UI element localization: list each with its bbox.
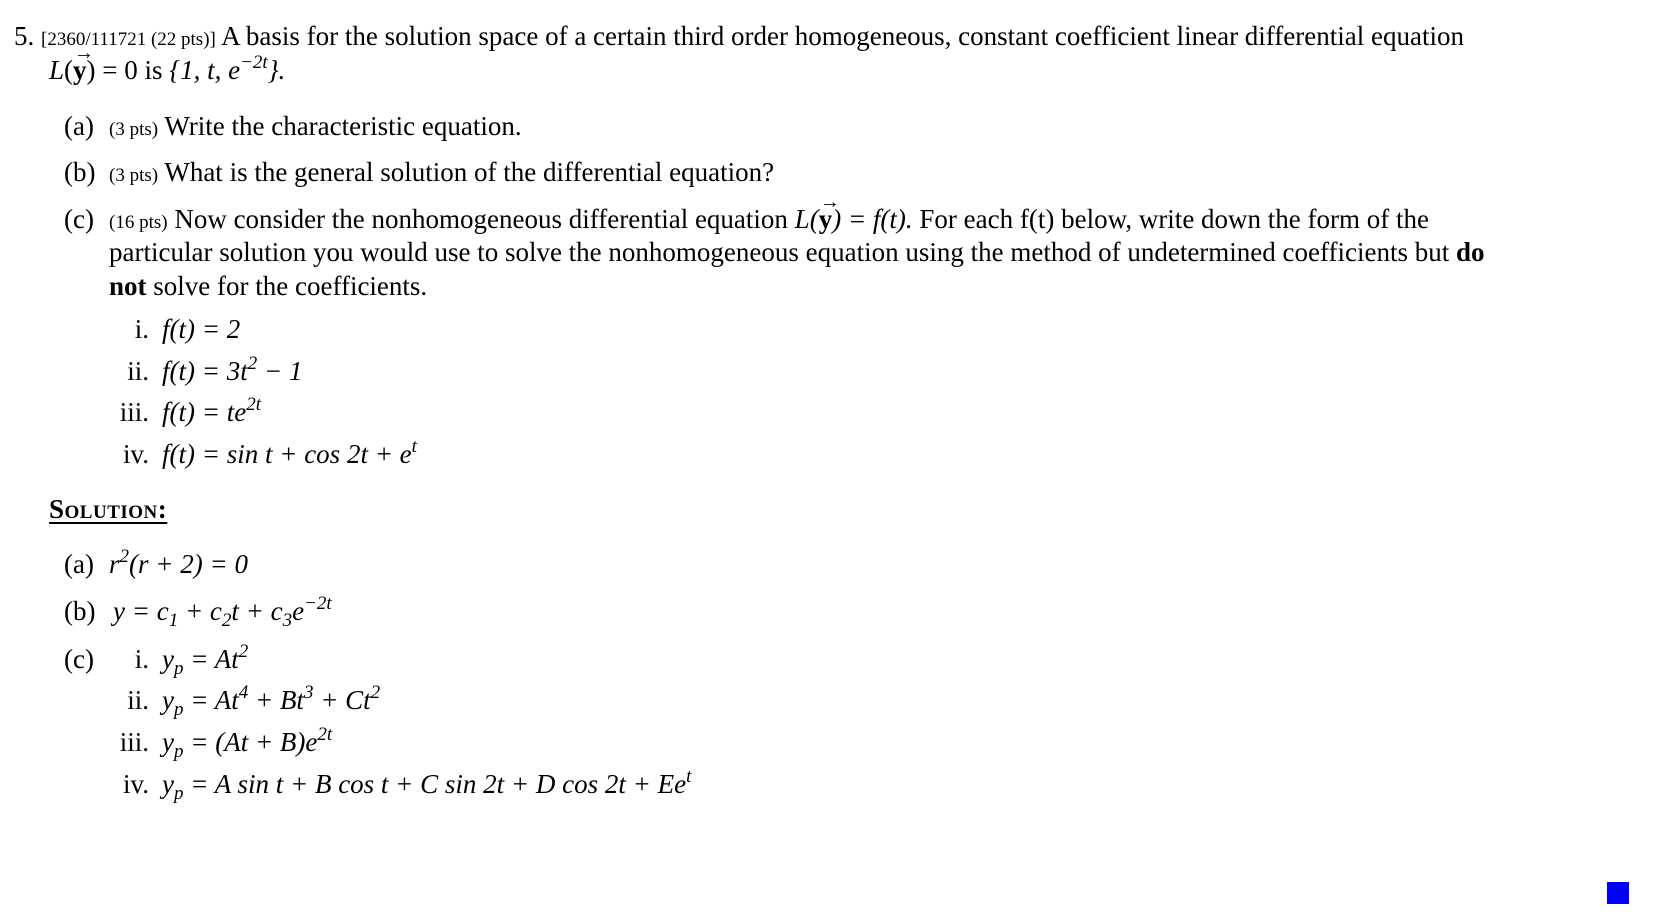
problem-code: [2360/111721 (22 pts)] <box>41 29 216 50</box>
part-c-line1-pre: Now consider the nonhomogeneous differential equation <box>174 204 788 234</box>
problem-line-1 <box>14 23 1464 50</box>
solution-c-iii-label: iii. <box>119 727 149 757</box>
part-a-label: (a) <box>64 111 94 141</box>
part-c-line-3 <box>109 273 427 300</box>
part-c-line-1: (16 pts) Now consider the nonhomogeneous differential equation L(→ y) = f(t). For each f(t) below, write down the form of the <box>109 206 1429 233</box>
part-c-bold-do: do <box>1455 237 1485 267</box>
part-c-line1-post: For each f(t) below, write down the form of the <box>919 204 1429 234</box>
solution-c-iii: $y_p = (At + B)e^{2t}$ <box>162 724 333 762</box>
subitem-iii: $f(t) = te^{2t}$ <box>162 394 261 427</box>
subitem-i-label: i. <box>134 314 149 344</box>
solution-c-ii-label: ii. <box>127 685 149 715</box>
subitem-ii: $f(t) = 3t^2 - 1$ <box>162 353 303 386</box>
solution-c-label: (c) <box>64 644 94 674</box>
subitem-iv-label: iv. <box>123 439 149 469</box>
operator-L: L <box>49 55 65 85</box>
part-a <box>109 113 522 140</box>
solution-c-iv-label: iv. <box>123 769 149 799</box>
part-b-label: (b) <box>64 157 96 187</box>
part-a-text: Write the characteristic equation. <box>164 111 522 141</box>
qed-box <box>1607 882 1629 904</box>
part-c-label: (c) <box>64 204 94 234</box>
solution-b: $y = c_1 + c_2t + c_3e^{-2t}$ <box>113 593 332 631</box>
solution-a-label: (a) <box>64 549 94 579</box>
solution-c-ii: $y_p = At^4 + Bt^3 + Ct^2$ <box>162 682 381 720</box>
part-c-rhs: = f(t). <box>847 204 913 234</box>
solution-c-iv: $y_p = A$ sin t + B cos t + C sin 2t + D $\cos 2t + Ee^t$ <box>162 766 692 804</box>
part-b-pts: (3 pts) <box>109 165 159 186</box>
problem-number: 5. <box>14 21 35 51</box>
solution-c-i-label: i. <box>134 644 149 674</box>
subitem-iv: $f(t) = \sin t + \cos 2t + e^t$ <box>162 436 417 469</box>
solution-heading: Solution: <box>49 494 168 524</box>
solution-b-label: (b) <box>64 596 96 626</box>
vector-y-c: → y <box>819 206 833 233</box>
part-c-bold-not: not <box>109 271 147 301</box>
part-c-line2: particular solution you would use to solve the nonhomogeneous equation using the method of undetermined coefficients but <box>109 237 1450 267</box>
basis-set: {1, t, $e^{-2t}$}. <box>169 52 286 85</box>
subitem-iii-label: iii. <box>119 397 149 427</box>
problem-intro: A basis for the solution space of a certain third order homogeneous, constant coefficient linear differential equation <box>221 21 1464 51</box>
part-b-text: What is the general solution of the differential equation? <box>164 157 775 187</box>
vector-y: → y <box>73 57 87 84</box>
part-b <box>109 159 774 186</box>
part-a-pts: (3 pts) <box>109 119 159 140</box>
part-c-line3: solve for the coefficients. <box>153 271 428 301</box>
subitem-i: f(t) = 2 <box>162 314 241 344</box>
solution-c-i: $y_p = At^2$ <box>162 641 249 679</box>
part-c-line-2 <box>109 239 1485 266</box>
eq-zero: = 0 is <box>102 55 163 85</box>
part-c-pts: (16 pts) <box>109 212 168 233</box>
problem-line-2: L(→ y) = 0 is {1, t, $e^{-2t}$}. <box>49 57 285 84</box>
subitem-ii-label: ii. <box>127 356 149 386</box>
solution-a: $r^2(r + 2) = 0$ <box>109 546 248 579</box>
